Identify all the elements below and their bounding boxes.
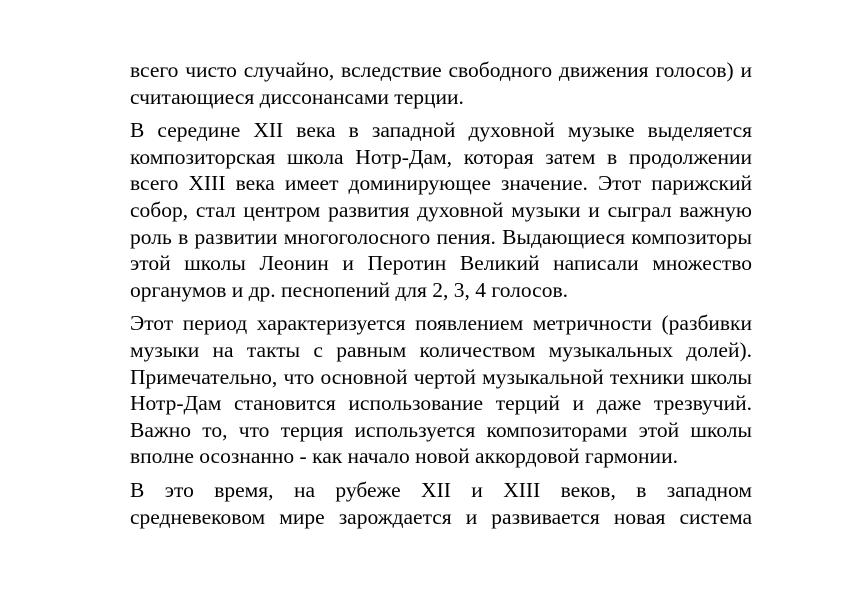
text-line: В это время, на рубеже XII и XIII веков, в западном: [130, 477, 752, 502]
text-line: средневековом мире зарождается и развивается новая система: [130, 504, 752, 529]
paragraph-3: [130, 310, 752, 470]
text-line: Важно то, что терция используется композиторами этой школы: [130, 417, 752, 442]
text-line: считающиеся диссонансами терции.: [130, 84, 464, 109]
paragraph-4: [130, 477, 752, 530]
text-line: этой школы Леонин и Перотин Великий написали множество: [130, 251, 752, 276]
text-line: всего XIII века имеет доминирующее значение. Этот парижский: [130, 171, 752, 196]
text-line: собор, стал центром развития духовной музыки и сыграл важную: [130, 197, 752, 222]
text-line: вполне осознанно - как начало новой аккордовой гармонии.: [130, 444, 678, 469]
text-line: Этот период характеризуется появлением метричности (разбивки: [130, 311, 752, 336]
text-line: музыки на такты с равным количеством музыкальных долей).: [130, 337, 752, 362]
text-line: композиторская школа Нотр-Дам, которая затем в продолжении: [130, 144, 752, 169]
text-line: В середине XII века в западной духовной музыке выделяется: [130, 118, 752, 143]
text-line: всего чисто случайно, вследствие свободного движения голосов) и: [130, 58, 752, 82]
body-text: [130, 57, 752, 530]
paragraph-2: [130, 117, 752, 303]
text-line: Примечательно, что основной чертой музыкальной техники школы: [130, 364, 752, 389]
text-line: роль в развитии многоголосного пения. Выдающиеся композиторы: [130, 224, 752, 249]
text-line: Нотр-Дам становится использование терций и даже трезвучий.: [130, 391, 752, 416]
text-line: органумов и др. песнопений для 2, 3, 4 голосов.: [130, 277, 568, 302]
paragraph-1: [130, 57, 752, 110]
